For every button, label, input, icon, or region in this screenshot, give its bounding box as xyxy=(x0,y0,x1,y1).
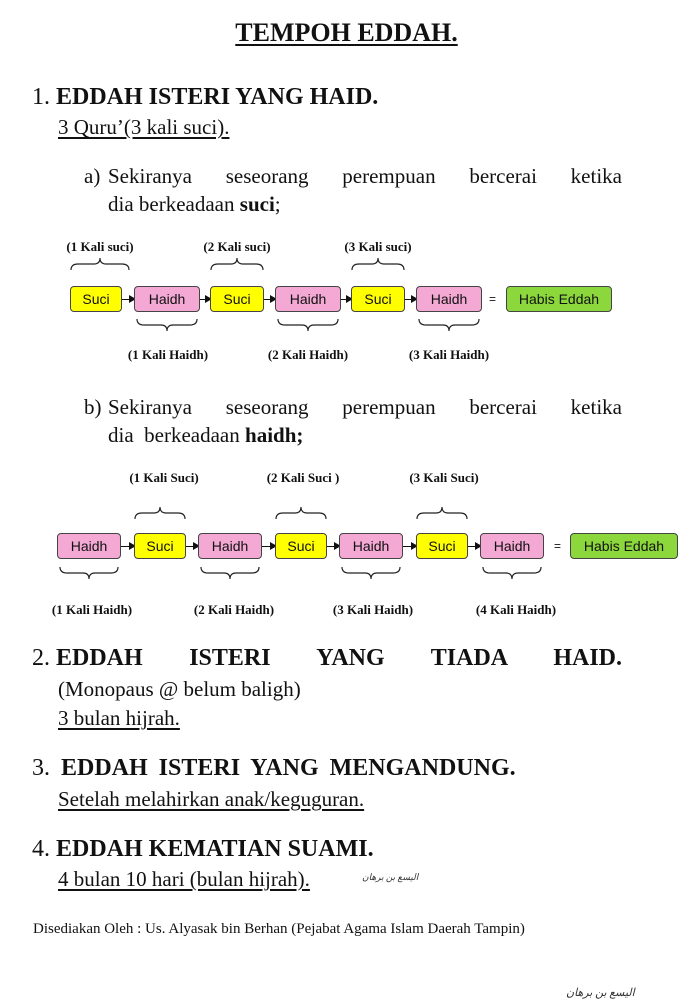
section-title: EDDAH KEMATIAN SUAMI. xyxy=(56,836,374,862)
brace-icon xyxy=(418,318,480,332)
section-2-detail: 3 bulan hijrah. xyxy=(58,706,180,730)
brace-icon xyxy=(341,566,401,580)
result-box: Habis Eddah xyxy=(506,286,612,312)
flow-box-haidh: Haidh xyxy=(275,286,341,312)
equals-sign: = xyxy=(554,539,562,553)
case-b-line2 xyxy=(108,423,303,448)
bottom-label: (3 Kali Haidh) xyxy=(408,347,490,362)
brace-icon xyxy=(200,566,260,580)
section-3-detail: Setelah melahirkan anak/keguguran. xyxy=(58,787,365,811)
page-title: TEMPOH EDDAH. xyxy=(235,18,458,47)
top-label: (2 Kali suci) xyxy=(203,239,271,254)
brace-icon xyxy=(59,566,119,580)
section-2-heading xyxy=(32,645,622,672)
section-title: EDDAH ISTERI YANG HAID. xyxy=(56,84,379,110)
section-number: 2. xyxy=(32,645,50,671)
brace-icon xyxy=(210,257,264,271)
signature: اليسع بن برهان xyxy=(566,987,635,999)
section-2-note: (Monopaus @ belum baligh) xyxy=(58,677,301,701)
top-label: (3 Kali suci) xyxy=(344,239,412,254)
case-a-line1: Sekiranya seseorang perempuan bercerai ketika xyxy=(108,164,622,188)
top-label: (3 Kali Suci) xyxy=(409,470,479,485)
brace-icon xyxy=(351,257,405,271)
flow-box-suci: Suci xyxy=(275,533,327,559)
section-number: 1. xyxy=(32,84,50,110)
section-number: 3. xyxy=(32,755,50,781)
top-label: (2 Kali Suci ) xyxy=(266,470,340,485)
arrow-icon xyxy=(468,546,480,547)
arrow-icon xyxy=(186,546,198,547)
section-title: EDDAH ISTERI YANG MENGANDUNG. xyxy=(61,755,516,781)
section-3-heading xyxy=(32,755,516,782)
case-a-line2 xyxy=(108,192,281,217)
flow-box-suci: Suci xyxy=(416,533,468,559)
brace-icon xyxy=(134,506,186,520)
arrow-icon xyxy=(122,299,134,300)
result-box: Habis Eddah xyxy=(570,533,678,559)
flow-box-haidh: Haidh xyxy=(416,286,482,312)
section-4-heading xyxy=(32,836,374,863)
case-a-marker: a) xyxy=(84,164,101,188)
top-label: (1 Kali suci) xyxy=(66,239,134,254)
arrow-icon xyxy=(405,299,416,300)
case-a-line2-text: dia berkeadaan xyxy=(108,192,240,216)
equals-sign: = xyxy=(489,292,497,306)
flow-box-suci: Suci xyxy=(70,286,122,312)
brace-icon xyxy=(70,257,130,271)
flow-box-suci: Suci xyxy=(351,286,405,312)
section-number: 4. xyxy=(32,836,50,862)
arrow-icon xyxy=(121,546,134,547)
brace-icon xyxy=(136,318,198,332)
flow-box-haidh: Haidh xyxy=(339,533,403,559)
case-b-line2-text: dia berkeadaan xyxy=(108,423,246,447)
section-1-heading xyxy=(32,84,378,111)
flow-box-haidh: Haidh xyxy=(480,533,544,559)
bottom-label: (2 Kali Haidh) xyxy=(193,602,275,617)
case-b-marker: b) xyxy=(84,395,102,419)
flow-box-haidh: Haidh xyxy=(57,533,121,559)
bottom-label: (2 Kali Haidh) xyxy=(267,347,349,362)
bottom-label: (1 Kali Haidh) xyxy=(127,347,209,362)
case-b-line1: Sekiranya seseorang perempuan bercerai ketika xyxy=(108,395,622,419)
arrow-icon xyxy=(262,546,275,547)
bottom-label: (1 Kali Haidh) xyxy=(51,602,133,617)
section-4-detail: 4 bulan 10 hari (bulan hijrah). xyxy=(58,867,310,891)
arrow-icon xyxy=(327,546,339,547)
case-a-state: suci xyxy=(239,192,275,216)
section-1-detail: 3 Quru’(3 kali suci). xyxy=(58,115,230,139)
brace-icon xyxy=(277,318,339,332)
brace-icon xyxy=(275,506,327,520)
flow-box-suci: Suci xyxy=(210,286,264,312)
case-b-state: haidh; xyxy=(245,423,304,447)
small-signature: اليسع بن برهان xyxy=(362,872,419,882)
bottom-label: (3 Kali Haidh) xyxy=(332,602,414,617)
flow-box-haidh: Haidh xyxy=(134,286,200,312)
brace-icon xyxy=(482,566,542,580)
top-label: (1 Kali Suci) xyxy=(129,470,199,485)
arrow-icon xyxy=(341,299,351,300)
flow-box-suci: Suci xyxy=(134,533,186,559)
arrow-icon xyxy=(264,299,275,300)
brace-icon xyxy=(416,506,468,520)
footer-credit: Disediakan Oleh : Us. Alyasak bin Berhan (Pejabat Agama Islam Daerah Tampin) xyxy=(33,921,525,937)
arrow-icon xyxy=(200,299,210,300)
arrow-icon xyxy=(403,546,416,547)
flow-box-haidh: Haidh xyxy=(198,533,262,559)
section-title: EDDAH ISTERI YANG TIADA HAID. xyxy=(56,645,622,671)
bottom-label: (4 Kali Haidh) xyxy=(475,602,557,617)
case-a-line2-suffix: ; xyxy=(274,192,281,216)
